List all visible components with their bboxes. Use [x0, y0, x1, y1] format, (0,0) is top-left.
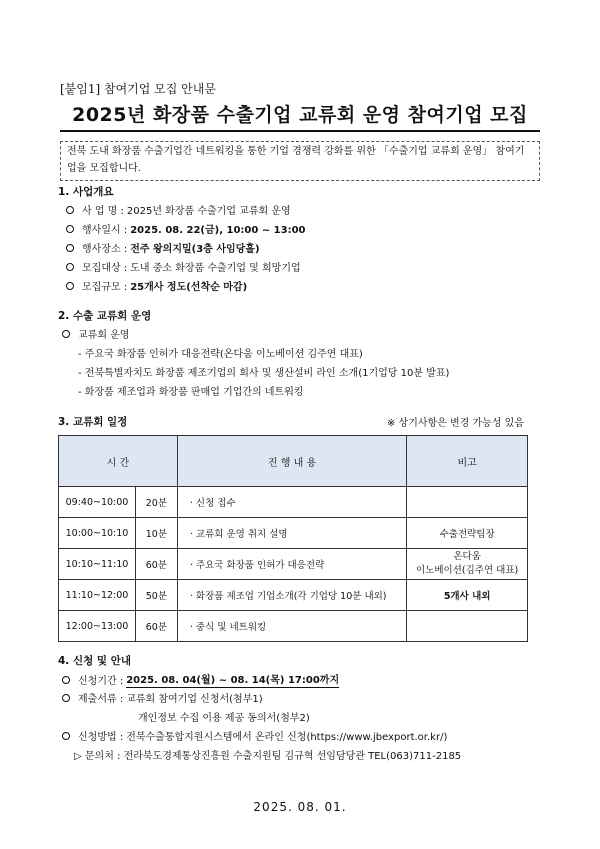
- submission-docs: [62, 690, 263, 705]
- remark-line2: 이노베이션(김주연 대표): [416, 565, 519, 576]
- schedule-note: ※ 상기사항은 변경 가능성 있음: [386, 418, 524, 429]
- overview-item-datetime: [66, 221, 306, 236]
- subheading-text: 교류회 운영: [78, 330, 130, 341]
- row-duration: 50분: [135, 580, 177, 611]
- section4-heading: 4. 신청 및 안내: [58, 655, 131, 667]
- item-label: 행사일시 :: [82, 225, 128, 236]
- table-row: [59, 487, 528, 518]
- item-value: 2025. 08. 22(금), 10:00 ~ 13:00: [130, 225, 306, 236]
- section2-subheading: [62, 326, 129, 341]
- title-divider: [60, 130, 540, 132]
- table-header-row: [59, 436, 528, 487]
- overview-item-target: [66, 259, 301, 274]
- circle-bullet-icon: [66, 282, 74, 290]
- intro-box: 전북 도내 화장품 수출기업간 네트워킹을 통한 기업 경쟁력 강화를 위한 「수출기업 교류회 운영」 참여기업을 모집합니다.: [60, 141, 540, 181]
- section1-heading: 1. 사업개요: [58, 186, 114, 198]
- overview-item-venue: [66, 240, 260, 255]
- circle-bullet-icon: [66, 206, 74, 214]
- header-time: 시 간: [59, 436, 178, 487]
- apply-period: [62, 671, 339, 688]
- row-content-text: · 교류회 운영 취지 설명: [189, 529, 288, 540]
- item-label: 행사장소 :: [82, 244, 128, 255]
- section2-heading: 2. 수출 교류회 운영: [58, 310, 152, 322]
- table-row: [59, 580, 528, 611]
- item-value: 교류회 참여기업 신청서(첨부1): [126, 694, 263, 705]
- header-remark: 비고: [407, 436, 528, 487]
- item-value: 2025. 08. 04(월) ~ 08. 14(목) 17:00까지: [126, 671, 339, 688]
- circle-bullet-icon: [62, 676, 70, 684]
- program-item: - 전북특별자치도 화장품 제조기업의 회사 및 생산설비 라인 소개(1기업당 10분 발표): [78, 368, 450, 379]
- table-row: [59, 611, 528, 642]
- circle-bullet-icon: [62, 330, 70, 338]
- row-content-text: · 신청 접수: [189, 498, 236, 509]
- row-content: [177, 487, 406, 518]
- apply-method: [62, 728, 447, 743]
- item-value: 전북수출통합지원시스템에서 온라인 신청(https://www.jbexport.or.kr/): [126, 732, 448, 743]
- item-label: 모집규모 :: [82, 282, 128, 293]
- submission-docs-2: 개인정보 수집 이용 제공 동의서(첨부2): [138, 713, 310, 724]
- row-duration: 10분: [135, 518, 177, 549]
- program-item: - 주요국 화장품 인허가 대응전략(온다움 이노베이션 김주연 대표): [78, 349, 363, 360]
- row-time: 10:10~11:10: [59, 549, 136, 580]
- overview-item-name: [66, 202, 291, 217]
- remark-line1: 온다움: [453, 551, 481, 562]
- row-duration: 60분: [135, 611, 177, 642]
- overview-item-scale: [66, 278, 247, 293]
- row-remark: 수출전략팀장: [407, 518, 528, 549]
- row-remark: 5개사 내외: [407, 580, 528, 611]
- row-duration: 20분: [135, 487, 177, 518]
- row-time: 09:40~10:00: [59, 487, 136, 518]
- table-row: [59, 518, 528, 549]
- row-remark: [407, 549, 528, 580]
- item-value: 도내 중소 화장품 수출기업 및 희망기업: [130, 263, 301, 274]
- item-label: 모집대상 :: [82, 263, 128, 274]
- row-content: [177, 549, 406, 580]
- row-content-text: · 중식 및 네트워킹: [189, 622, 267, 633]
- row-time: 11:10~12:00: [59, 580, 136, 611]
- section3-heading: 3. 교류회 일정: [58, 416, 128, 428]
- table-row: [59, 549, 528, 580]
- row-content-text: · 화장품 제조업 기업소개(각 기업당 10분 내외): [189, 591, 387, 602]
- item-value: 2025년 화장품 수출기업 교류회 운영: [126, 206, 291, 217]
- circle-bullet-icon: [66, 225, 74, 233]
- page-title: 2025년 화장품 수출기업 교류회 운영 참여기업 모집: [72, 104, 528, 126]
- row-duration: 60분: [135, 549, 177, 580]
- circle-bullet-icon: [62, 694, 70, 702]
- row-time: 10:00~10:10: [59, 518, 136, 549]
- row-content: [177, 580, 406, 611]
- row-content: [177, 518, 406, 549]
- row-content: [177, 611, 406, 642]
- row-remark: [407, 487, 528, 518]
- circle-bullet-icon: [66, 244, 74, 252]
- header-content: 진 행 내 용: [177, 436, 406, 487]
- attachment-label: [붙임1] 참여기업 모집 안내문: [60, 82, 216, 96]
- program-item: - 화장품 제조업과 화장품 판매업 기업간의 네트워킹: [78, 387, 304, 398]
- row-content-text: · 주요국 화장품 인허가 대응전략: [189, 560, 325, 571]
- row-remark: [407, 611, 528, 642]
- item-label: 신청기간 :: [78, 676, 124, 687]
- document-date: 2025. 08. 01.: [253, 800, 347, 814]
- circle-bullet-icon: [62, 732, 70, 740]
- item-value: 전주 왕의지밀(3층 사임당홀): [130, 244, 260, 255]
- item-value: 25개사 정도(선착순 마감): [130, 282, 248, 293]
- item-label: 신청방법 :: [78, 732, 124, 743]
- circle-bullet-icon: [66, 263, 74, 271]
- row-time: 12:00~13:00: [59, 611, 136, 642]
- schedule-table: [58, 435, 528, 642]
- item-label: 사 업 명 :: [82, 206, 124, 217]
- item-label: 제출서류 :: [78, 694, 124, 705]
- contact-info: ▷ 문의처 : 전라북도경제통상진흥원 수출지원팀 김규혁 선임담당관 TEL(063)711-2185: [74, 751, 462, 762]
